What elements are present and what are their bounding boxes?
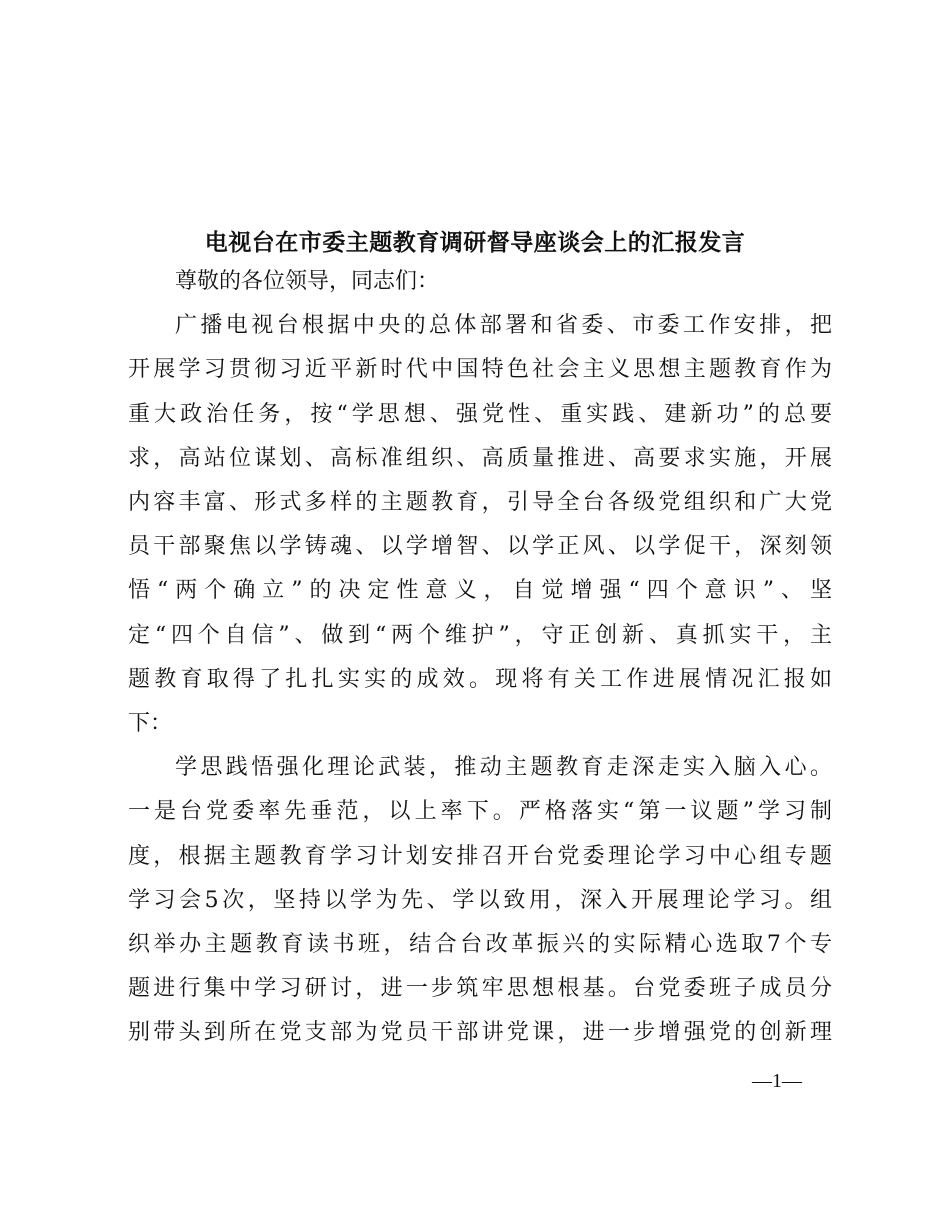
text-line: 定“四个自信”、做到“两个维护”，守正创新、真抓实干，主 [128, 622, 832, 648]
text-line: 广播电视台根据中央的总体部署和省委、市委工作安排，把 [175, 313, 832, 339]
text-line: 悟“两个确立”的决定性意义，自觉增强“四个意识”、坚 [128, 578, 832, 604]
text-line: 织举办主题教育读书班，结合台改革振兴的实际精心选取7个专 [128, 932, 832, 957]
text-line: 求，高站位谋划、高标准组织、高质量推进、高要求实施，开展 [128, 445, 832, 471]
text-line: 一是台党委率先垂范，以上率下。严格落实“第一议题”学习制 [128, 799, 832, 825]
text-line: 下： [128, 711, 173, 736]
text-line: 学习会5次，坚持以学为先、学以致用，深入开展理论学习。组 [128, 887, 832, 913]
text-line: 内容丰富、形式多样的主题教育，引导全台各级党组织和广大党 [128, 490, 832, 515]
text-line: 员干部聚焦以学铸魂、以学增智、以学正风、以学促干，深刻领 [128, 534, 832, 560]
document-title: 电视台在市委主题教育调研督导座谈会上的汇报发言 [204, 229, 746, 256]
text-line: 学思践悟强化理论武装，推动主题教育走深走实入脑入心。 [175, 755, 832, 781]
text-line: 尊敬的各位领导，同志们： [175, 269, 440, 294]
text-line: 度，根据主题教育学习计划安排召开台党委理论学习中心组专题 [128, 843, 832, 869]
page-number: —1— [752, 1070, 802, 1092]
text-line: 重大政治任务，按“学思想、强党性、重实践、建新功”的总要 [128, 401, 832, 427]
text-line: 别带头到所在党支部为党员干部讲党课，进一步增强党的创新理 [128, 1020, 832, 1046]
text-line: 开展学习贯彻习近平新时代中国特色社会主义思想主题教育作为 [128, 357, 832, 383]
text-line: 题教育取得了扎扎实实的成效。现将有关工作进展情况汇报如 [128, 666, 832, 692]
text-line: 题进行集中学习研讨，进一步筑牢思想根基。台党委班子成员分 [128, 976, 832, 1002]
